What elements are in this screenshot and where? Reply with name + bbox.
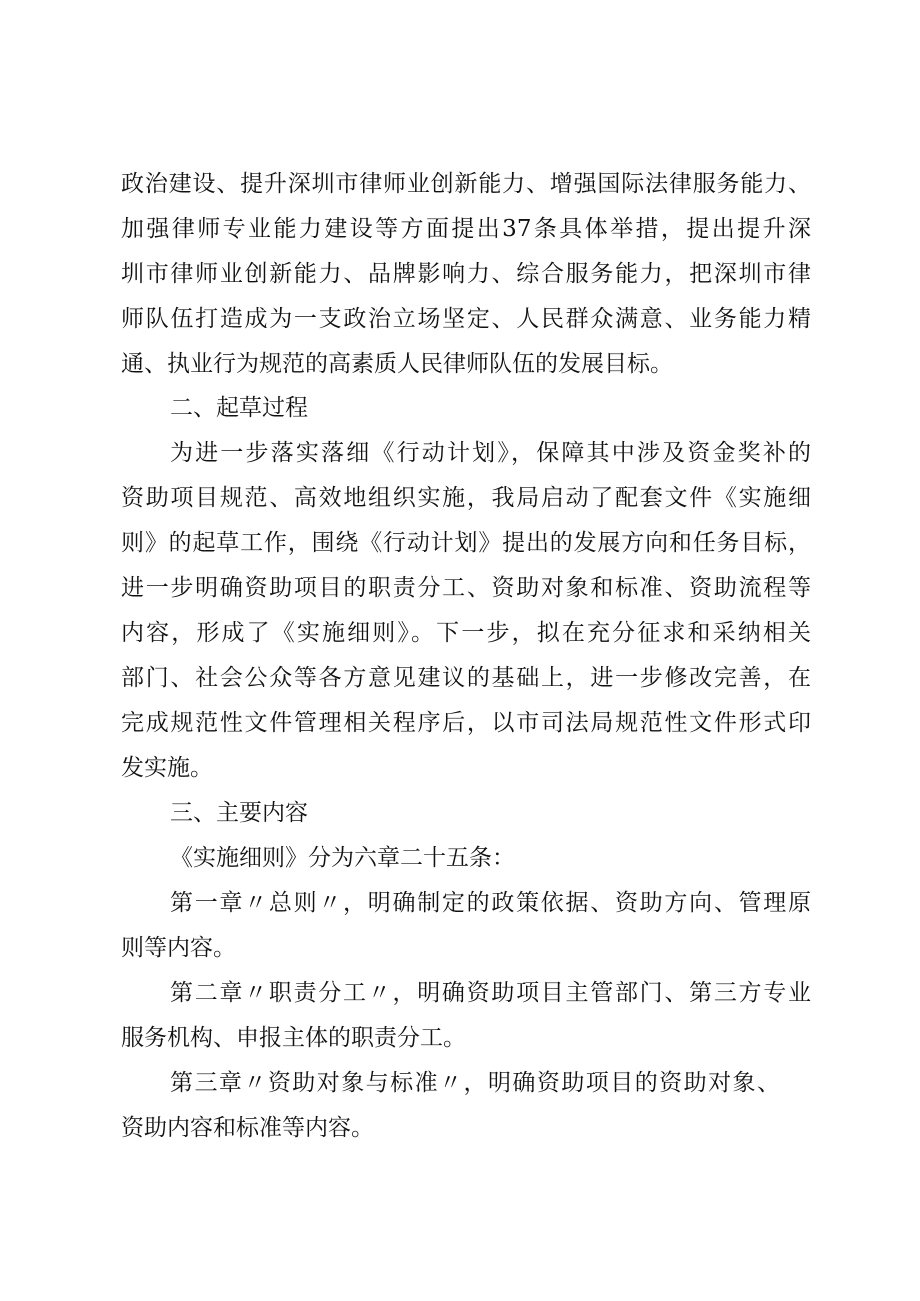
paragraph-line: 资助内容和标准等内容。 (121, 1115, 374, 1141)
paragraph-line: 加强律师专业能力建设等方面提出37条具体举措，提出提升深 (121, 216, 811, 242)
paragraph-line: 进一步明确资助项目的职责分工、资助对象和标准、资助流程等 (121, 575, 811, 601)
section-heading: 二、起草过程 (170, 395, 308, 421)
paragraph-line: 师队伍打造成为一支政治立场坚定、人民群众满意、业务能力精 (121, 306, 811, 332)
paragraph-line: 资助项目规范、高效地组织实施，我局启动了配套文件《实施细 (121, 485, 811, 511)
paragraph-line: 部门、社会公众等各方意见建议的基础上，进一步修改完善，在 (121, 665, 811, 691)
paragraph-line: 第三章〃资助对象与标准〃，明确资助项目的资助对象、 (170, 1070, 780, 1096)
paragraph-line: 则》的起草工作，围绕《行动计划》提出的发展方向和任务目标， (121, 530, 811, 556)
paragraph-line: 为进一步落实落细《行动计划》，保障其中涉及资金奖补的 (170, 440, 811, 466)
paragraph-line: 政治建设、提升深圳市律师业创新能力、增强国际法律服务能力、 (121, 171, 811, 197)
section-heading: 三、主要内容 (170, 800, 308, 826)
paragraph-line: 通、执业行为规范的高素质人民律师队伍的发展目标。 (121, 351, 673, 377)
paragraph-line: 《实施细则》分为六章二十五条： (170, 845, 515, 871)
paragraph-line: 内容，形成了《实施细则》。下一步，拟在充分征求和采纳相关 (121, 620, 811, 646)
paragraph-line: 发实施。 (121, 755, 213, 781)
paragraph-line: 第一章〃总则〃，明确制定的政策依据、资助方向、管理原 (170, 890, 811, 916)
paragraph-line: 服务机构、申报主体的职责分工。 (121, 1025, 466, 1051)
paragraph-line: 圳市律师业创新能力、品牌影响力、综合服务能力，把深圳市律 (121, 261, 811, 287)
paragraph-line: 则等内容。 (121, 935, 236, 961)
paragraph-line: 完成规范性文件管理相关程序后，以市司法局规范性文件形式印 (121, 710, 811, 736)
paragraph-line: 第二章〃职责分工〃，明确资助项目主管部门、第三方专业 (170, 980, 811, 1006)
